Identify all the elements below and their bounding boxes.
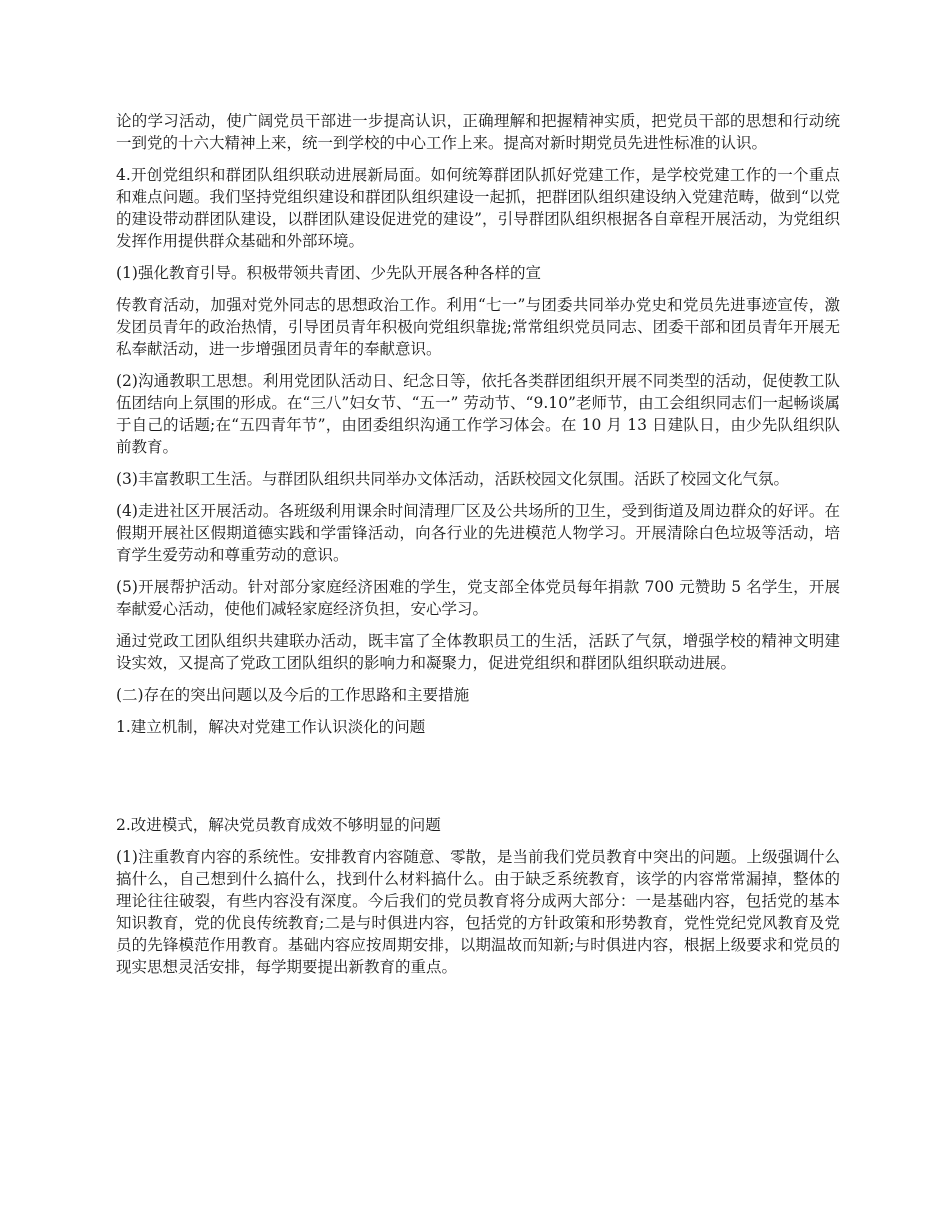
paragraph: (5)开展帮护活动。针对部分家庭经济困难的学生，党支部全体党员每年捐款 700 元赞助 5 名学生，开展奉献爱心活动，使他们减轻家庭经济负担，安心学习。 [116,578,840,618]
paragraph: 通过党政工团队组织共建联办活动，既丰富了全体教职员工的生活，活跃了气氛，增强学校的精神文明建设实效，又提高了党政工团队组织的影响力和凝聚力，促进党组织和群团队组织联动进展。 [116,632,840,672]
subsection-heading: 2.改进模式，解决党员教育成效不够明显的问题 [116,816,441,834]
paragraph: (3)丰富教职工生活。与群团队组织共同举办文体活动，活跃校园文化氛围。活跃了校园文化气氛。 [116,470,789,488]
paragraph: 论的学习活动，使广阔党员干部进一步提高认识，正确理解和把握精神实质，把党员干部的思想和行动统一到党的十六大精神上来，统一到学校的中心工作上来。提高对新时期党员先进性标准的认识。 [116,112,840,152]
paragraph: (1)强化教育引导。积极带领共青团、少先队开展各种各样的宣 [116,264,541,282]
paragraph: (2)沟通教职工思想。利用党团队活动日、纪念日等，依托各类群团组织开展不同类型的活动，促使教工队伍团结向上氛围的形成。在“三八”妇女节、“五一” 劳动节、“9.10”老师节，由工会组织同志们一起畅谈属于自己的话题;在“五四青年节”，由团委组织沟通工作学习体会。在 10 月 13 日建队日，由少先队组织队前教育。 [116,372,840,456]
paragraph: (4)走进社区开展活动。各班级利用课余时间清理厂区及公共场所的卫生，受到街道及周边群众的好评。在假期开展社区假期道德实践和学雷锋活动，向各行业的先进模范人物学习。开展清除白色垃圾等活动，培育学生爱劳动和尊重劳动的意识。 [116,502,840,564]
paragraph: 4.开创党组织和群团队组织联动进展新局面。如何统筹群团队抓好党建工作，是学校党建工作的一个重点和难点问题。我们坚持党组织建设和群团队组织建设一起抓，把群团队组织建设纳入党建范畴，做到“以党的建设带动群团队建设，以群团队建设促进党的建设”，引导群团队组织根据各自章程开展活动，为党组织发挥作用提供群众基础和外部环境。 [116,166,840,250]
subsection-heading: 1.建立机制，解决对党建工作认识淡化的问题 [116,718,426,736]
section-heading: (二)存在的突出问题以及今后的工作思路和主要措施 [116,686,470,704]
paragraph: (1)注重教育内容的系统性。安排教育内容随意、零散，是当前我们党员教育中突出的问题。上级强调什么搞什么，自己想到什么搞什么，找到什么材料搞什么。由于缺乏系统教育，该学的内容常常漏掉，整体的理论往往破裂，有些内容没有深度。今后我们的党员教育将分成两大部分：一是基础内容，包括党的基本知识教育，党的优良传统教育;二是与时俱进内容，包括党的方针政策和形势教育，党性党纪党风教育及党员的先锋模范作用教育。基础内容应按周期安排，以期温故而知新;与时俱进内容，根据上级要求和党员的现实思想灵活安排，每学期要提出新教育的重点。 [116,848,840,976]
document-body [116,110,840,988]
paragraph: 传教育活动，加强对党外同志的思想政治工作。利用“七一”与团委共同举办党史和党员先进事迹宣传，激发团员青年的政治热情，引导团员青年积极向党组织靠拢;常常组织党员同志、团委干部和团员青年开展无私奉献活动，进一步增强团员青年的奉献意识。 [116,296,840,358]
